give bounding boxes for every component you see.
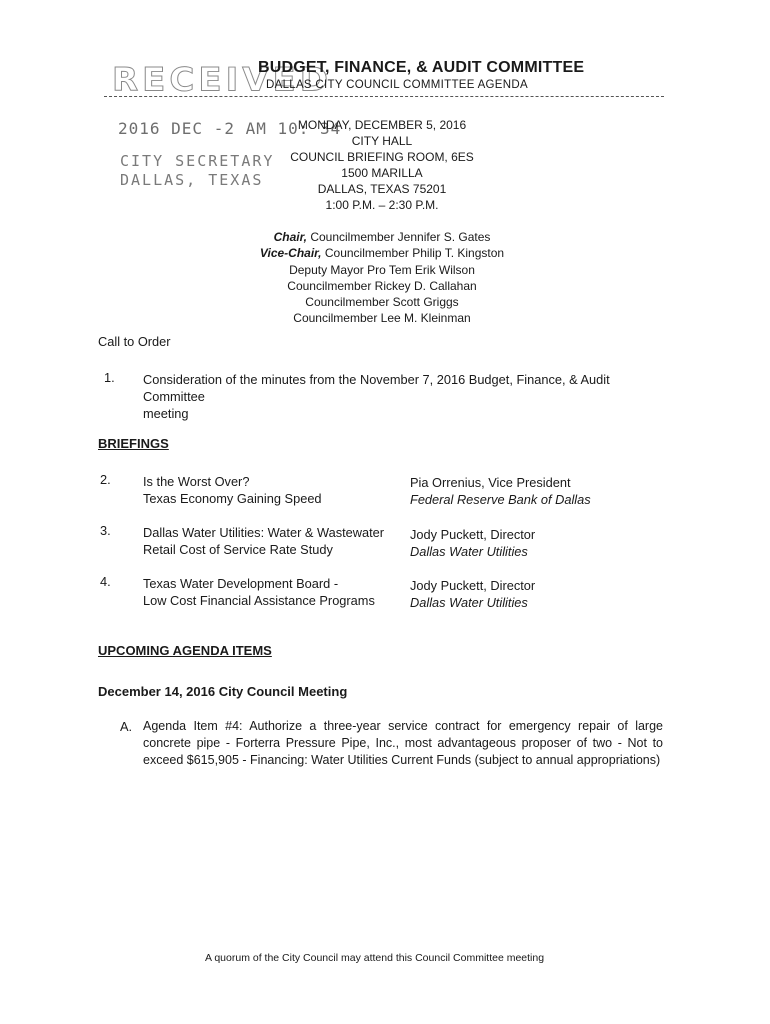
- briefing-2-presenter: Pia Orrenius, Vice President: [410, 475, 571, 490]
- meeting-time: 1:00 P.M. – 2:30 P.M.: [325, 198, 439, 212]
- briefing-2-title: [143, 473, 322, 507]
- header-divider: [104, 96, 664, 97]
- briefing-3-line-2: Retail Cost of Service Rate Study: [143, 542, 333, 557]
- committee-title: BUDGET, FINANCE, & AUDIT COMMITTEE: [258, 59, 585, 76]
- vice-chair-line: [200, 245, 564, 261]
- council-meeting-date: December 14, 2016 City Council Meeting: [98, 684, 348, 699]
- meeting-building: CITY HALL: [351, 134, 413, 148]
- meeting-room: COUNCIL BRIEFING ROOM, 6ES: [290, 150, 474, 164]
- briefing-3-presenter-block: [410, 526, 535, 560]
- briefings-heading: BRIEFINGS: [98, 436, 169, 451]
- stamp-date: 2016 DEC -2 AM 10: 34: [118, 119, 342, 138]
- meeting-street: 1500 MARILLA: [341, 166, 423, 180]
- briefing-3-line-1: Dallas Water Utilities: Water & Wastewater: [143, 525, 385, 540]
- agenda-subtitle: DALLAS CITY COUNCIL COMMITTEE AGENDA: [266, 79, 528, 91]
- committee-members: [200, 229, 564, 327]
- quorum-notice: A quorum of the City Council may attend this Council Committee meeting: [205, 952, 545, 964]
- chair-line: [200, 229, 564, 245]
- item-1-line-1: Consideration of the minutes from the November 7, 2016 Budget, Finance, & Audit Committee: [143, 372, 610, 404]
- briefing-2-line-2: Texas Economy Gaining Speed: [143, 491, 322, 506]
- agenda-item-a-text: Agenda Item #4: Authorize a three-year service contract for emergency repair of large concrete pipe - Forterra Pressure Pipe, Inc., most advantageous proposer of two - Not to exceed $615,905 - Financing: Water Utilities Current Funds (subject to annual appropriations): [143, 719, 663, 767]
- member-3: Councilmember Scott Griggs: [305, 295, 459, 310]
- briefing-4-presenter-block: [410, 577, 535, 611]
- briefing-3-presenter: Jody Puckett, Director: [410, 527, 536, 542]
- received-stamp: RECEIVED: [112, 61, 332, 99]
- stamp-dallas-texas: DALLAS, TEXAS: [120, 171, 264, 189]
- briefing-3-number: 3.: [100, 523, 111, 538]
- vice-chair-role: Vice-Chair,: [259, 246, 322, 261]
- chair-name: Councilmember Jennifer S. Gates: [310, 230, 491, 244]
- chair-role: Chair,: [273, 230, 307, 244]
- briefing-2-presenter-block: [410, 474, 591, 508]
- member-2: Councilmember Rickey D. Callahan: [287, 278, 477, 293]
- briefing-2-org: Federal Reserve Bank of Dallas: [410, 492, 591, 507]
- briefing-4-title: [143, 575, 375, 609]
- item-1-number: 1.: [104, 370, 115, 385]
- member-1: Deputy Mayor Pro Tem Erik Wilson: [289, 262, 475, 277]
- briefing-4-line-1: Texas Water Development Board -: [143, 576, 339, 591]
- item-1-line-2: meeting: [143, 406, 189, 421]
- stamp-city-secretary: CITY SECRETARY: [120, 152, 275, 170]
- call-to-order: Call to Order: [98, 334, 171, 349]
- upcoming-agenda-heading: UPCOMING AGENDA ITEMS: [98, 643, 272, 658]
- meeting-info: [200, 117, 564, 213]
- briefing-4-line-2: Low Cost Financial Assistance Programs: [143, 593, 375, 608]
- briefing-4-org: Dallas Water Utilities: [410, 595, 528, 610]
- briefing-3-title: [143, 524, 384, 558]
- item-1-text: [143, 371, 663, 422]
- meeting-date: MONDAY, DECEMBER 5, 2016: [297, 118, 467, 132]
- agenda-item-letter: A.: [120, 719, 133, 734]
- briefing-4-number: 4.: [100, 574, 111, 589]
- briefing-4-presenter: Jody Puckett, Director: [410, 578, 536, 593]
- briefing-2-line-1: Is the Worst Over?: [143, 474, 250, 489]
- vice-chair-name: Councilmember Philip T. Kingston: [324, 246, 505, 261]
- briefing-2-number: 2.: [100, 472, 111, 487]
- meeting-city: DALLAS, TEXAS 75201: [317, 182, 447, 196]
- member-4: Councilmember Lee M. Kleinman: [293, 311, 471, 326]
- briefing-3-org: Dallas Water Utilities: [410, 544, 528, 559]
